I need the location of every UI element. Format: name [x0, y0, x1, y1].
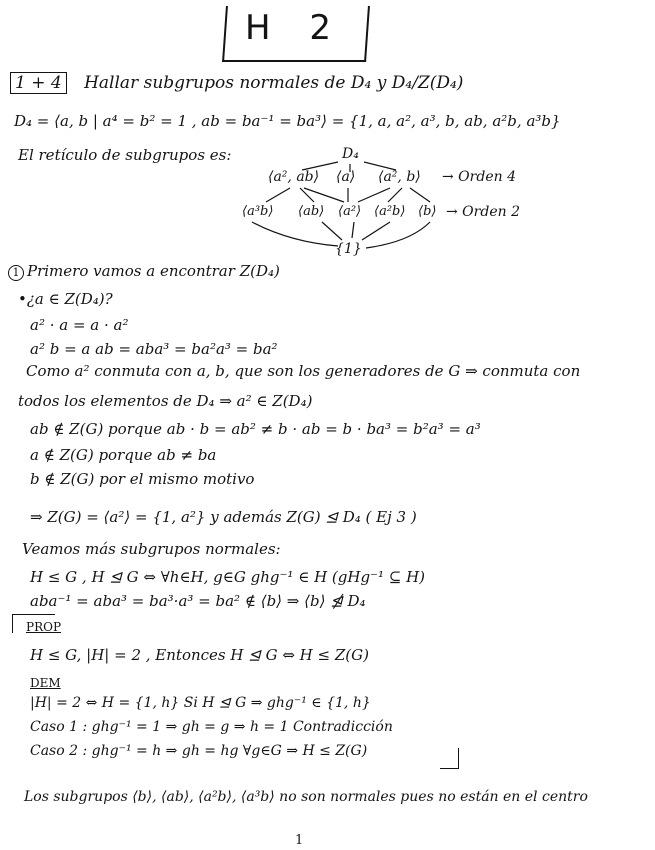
- step1-line2: a² b = a ab = aba³ = ba²a³ = ba²: [30, 340, 278, 358]
- step1-line1: a² · a = a · a²: [30, 316, 129, 334]
- step1-line4: todos los elementos de D₄ ⇒ a² ∈ Z(D₄): [18, 392, 313, 410]
- lattice-level2-a2: ⟨a²⟩: [338, 204, 362, 219]
- lattice-level1-a: ⟨a⟩: [336, 169, 356, 185]
- dem-label: DEM: [30, 676, 61, 690]
- lattice-level1-a2b: ⟨a², b⟩: [378, 169, 421, 185]
- step1-line7: b ∉ Z(G) por el mismo motivo: [30, 470, 255, 488]
- conclusion: Los subgrupos ⟨b⟩, ⟨ab⟩, ⟨a²b⟩, ⟨a³b⟩ no son normales pues no están en el centro: [24, 789, 588, 805]
- dem-line1: |H| = 2 ⇔ H = {1, h} Si H ⊴ G ⇒ ghg⁻¹ ∈ {1, h}: [30, 695, 371, 711]
- lattice-level1-a2ab: ⟨a², ab⟩: [268, 169, 320, 185]
- lattice-level2-a3b: ⟨a³b⟩: [242, 204, 274, 219]
- normals-line2: aba⁻¹ = aba³ = ba³·a³ = ba² ∉ ⟨b⟩ ⇒ ⟨b⟩ ⋬ D₄: [30, 592, 366, 610]
- lattice-intro: El retículo de subgrupos es:: [18, 146, 232, 164]
- exercise-line: [10, 74, 463, 92]
- page-number: 1: [295, 833, 304, 848]
- step1-question: •¿a ∈ Z(D₄)?: [18, 290, 113, 308]
- lattice-level2-b: ⟨b⟩: [418, 204, 437, 219]
- dem-line3: Caso 2 : ghg⁻¹ = h ⇒ gh = hg ∀g∈G ⇒ H ≤ Z(G): [30, 743, 368, 759]
- normals-heading: Veamos más subgrupos normales:: [22, 540, 281, 558]
- step1-line6: a ∉ Z(G) porque ab ≠ ba: [30, 446, 217, 464]
- lattice-bottom: {1}: [335, 241, 362, 257]
- qed-mark: [440, 748, 459, 769]
- lattice-order4: → Orden 4: [442, 169, 516, 185]
- step1-line3: Como a² conmuta con a, b, que son los generadores de G ⇒ conmuta con: [26, 362, 581, 380]
- step-marker: 1: [8, 265, 24, 281]
- prop-statement: H ≤ G, |H| = 2 , Entonces H ⊴ G ⇔ H ≤ Z(G): [30, 646, 369, 664]
- lattice-top: D₄: [342, 146, 359, 162]
- dem-line2: Caso 1 : ghg⁻¹ = 1 ⇒ gh = g ⇒ h = 1 Contradicción: [30, 719, 393, 735]
- step1-line8: ⇒ Z(G) = ⟨a²⟩ = {1, a²} y además Z(G) ⊴ D₄ ( Ej 3 ): [30, 508, 417, 526]
- prop-label: PROP: [26, 620, 62, 634]
- step1-line5: ab ∉ Z(G) porque ab · b = ab² ≠ b · ab = b · ba³ = b²a³ = a³: [30, 420, 481, 438]
- step1-heading: Primero vamos a encontrar Z(D₄): [27, 262, 280, 280]
- exercise-number: 1 + 4: [10, 72, 67, 94]
- page-title: H 2: [244, 8, 345, 48]
- step1-heading-line: [8, 262, 280, 281]
- lattice-level2-ab: ⟨ab⟩: [298, 204, 325, 219]
- normals-line1: H ≤ G , H ⊴ G ⇔ ∀h∈H, g∈G ghg⁻¹ ∈ H (gHg⁻¹ ⊆ H): [30, 568, 426, 586]
- lattice-level2-a2b: ⟨a²b⟩: [374, 204, 406, 219]
- d4-definition: D₄ = ⟨a, b | a⁴ = b² = 1 , ab = ba⁻¹ = ba³⟩ = {1, a, a², a³, b, ab, a²b, a³b}: [14, 112, 561, 130]
- exercise-statement: Hallar subgrupos normales de D₄ y D₄/Z(D₄): [84, 73, 464, 93]
- lattice-order2: → Orden 2: [446, 204, 520, 220]
